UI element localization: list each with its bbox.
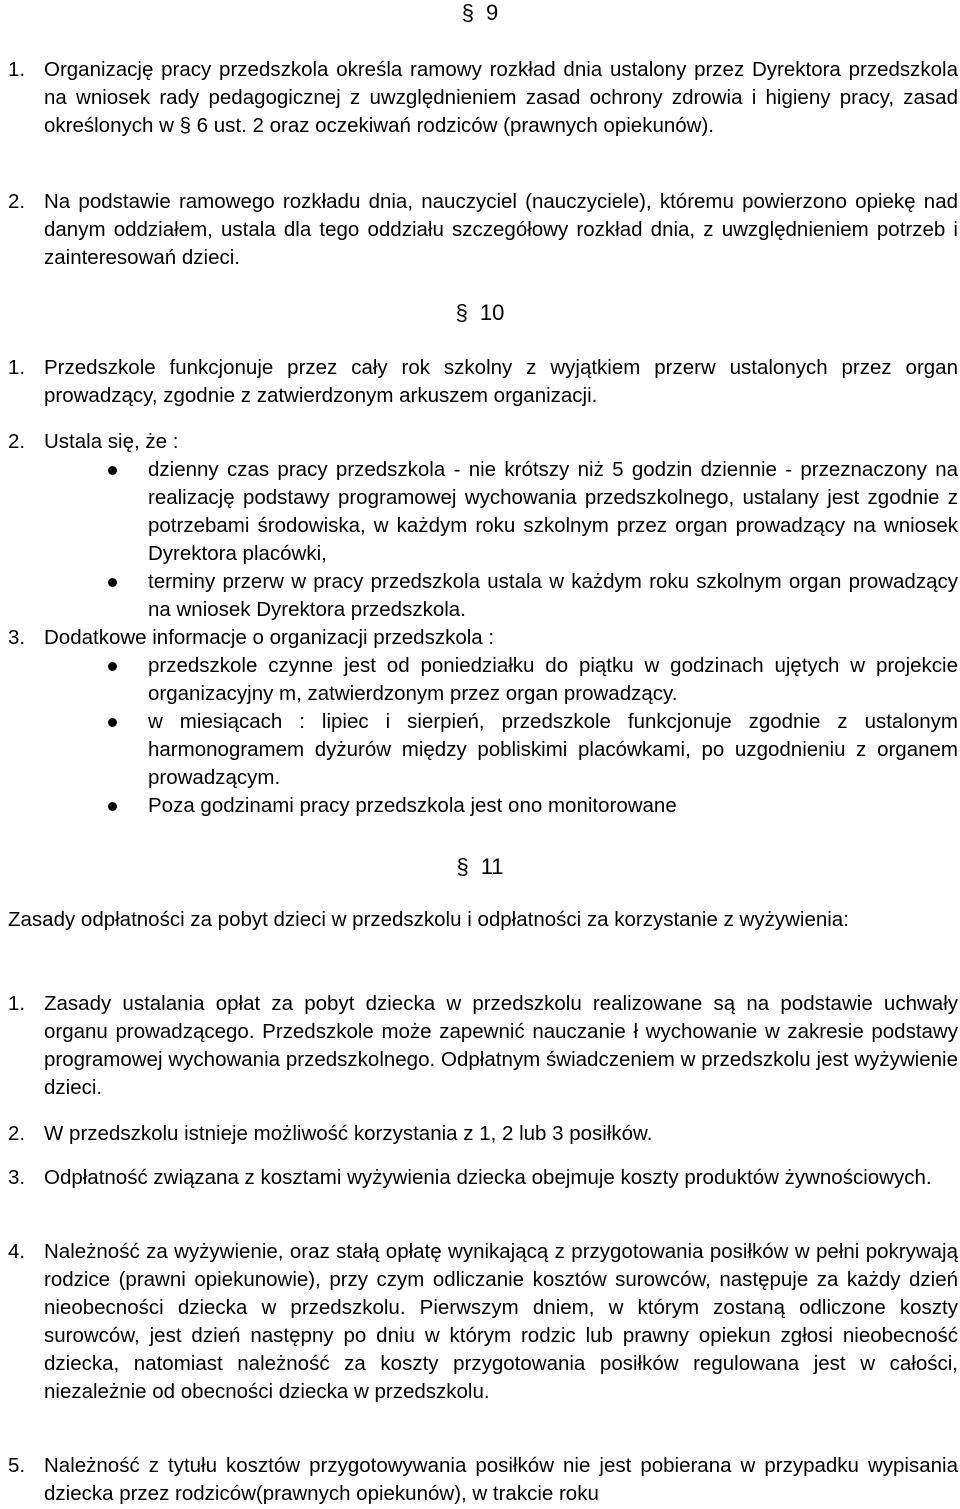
list-item <box>108 792 958 820</box>
list-item <box>108 568 958 624</box>
s11-paragraph-3 <box>8 1164 958 1192</box>
paragraph-text: Należność z tytułu kosztów przygotowywania posiłków nie jest pobierana w przypadku wypisania dziecka przez rodziców(prawnych opiekunów), w trakcie roku <box>44 1454 958 1505</box>
paragraph-number: 1. <box>8 58 26 81</box>
s10-paragraph-2 <box>8 428 958 456</box>
bullet-icon <box>108 718 117 727</box>
s11-paragraph-1 <box>8 990 958 1102</box>
paragraph-number: 2. <box>8 190 26 213</box>
paragraph-number: 5. <box>8 1454 26 1477</box>
bullet-icon <box>108 466 117 475</box>
section-sign: § <box>461 0 474 25</box>
paragraph-number: 3. <box>8 626 26 649</box>
section-number: 9 <box>486 0 499 25</box>
s10-bullet-list-3 <box>108 652 958 820</box>
s9-paragraph-2 <box>8 188 958 272</box>
paragraph-text: Na podstawie ramowego rozkładu dnia, nauczyciel (nauczyciele), któremu powierzono opiekę nad danym oddziałem, ustala dla tego oddziału szczegółowy rozkład dnia, z uwzględnieniem potrzeb i zainteresowań dzieci. <box>44 190 958 269</box>
paragraph-text: Należność za wyżywienie, oraz stałą opłatę wynikającą z przygotowania posiłków w pełni pokrywają rodzice (prawni opiekunowie), przy czym odliczanie kosztów surowców, następuje za każdy dzień nieobecności dziecka w przedszkolu. Pierwszym dniem, w którym zostaną odliczone koszty surowców, jest dzień następny po dniu w którym rodzic lub prawny opiekun zgłosi nieobecność dziecka, natomiast należność za koszty przygotowania posiłków regulowana jest w całości, niezależnie od obecności dziecka w przedszkolu. <box>44 1240 958 1403</box>
paragraph-text: Dodatkowe informacje o organizacji przedszkola : <box>44 626 495 649</box>
s11-paragraph-5 <box>8 1452 958 1508</box>
paragraph-text: W przedszkolu istnieje możliwość korzystania z 1, 2 lub 3 posiłków. <box>44 1122 653 1145</box>
s9-paragraph-1 <box>8 56 958 140</box>
section-number: 11 <box>480 854 504 879</box>
paragraph-number: 2. <box>8 1122 26 1145</box>
section-number: 10 <box>479 300 505 325</box>
paragraph-number: 3. <box>8 1166 26 1189</box>
list-item <box>108 708 958 792</box>
list-item <box>108 652 958 708</box>
list-item-text: przedszkole czynne jest od poniedziałku do piątku w godzinach ujętych w projekcie organizacyjny m, zatwierdzonym przez organ prowadzący. <box>148 654 958 705</box>
section-sign: § <box>455 300 468 325</box>
paragraph-text: Przedszkole funkcjonuje przez cały rok szkolny z wyjątkiem przerw ustalonych przez organ prowadzący, zgodnie z zatwierdzonym arkuszem organizacji. <box>44 356 958 407</box>
s10-paragraph-3 <box>8 624 958 652</box>
s11-heading-text: Zasady odpłatności za pobyt dzieci w przedszkolu i odpłatności za korzystanie z wyżywienia: <box>8 908 849 931</box>
section-10-heading <box>0 300 960 326</box>
bullet-icon <box>108 662 117 671</box>
bullet-icon <box>108 578 117 587</box>
list-item <box>108 456 958 568</box>
paragraph-number: 1. <box>8 356 26 379</box>
section-sign: § <box>456 854 469 879</box>
paragraph-number: 4. <box>8 1240 26 1263</box>
paragraph-text: Ustala się, że : <box>44 430 179 453</box>
paragraph-text: Organizację pracy przedszkola określa ramowy rozkład dnia ustalony przez Dyrektora przedszkola na wniosek rady pedagogicznej z uwzględnieniem zasad ochrony zdrowia i higieny pracy, zasad określonych w § 6 ust. 2 oraz oczekiwań rodziców (prawnych opiekunów). <box>44 58 958 137</box>
paragraph-number: 1. <box>8 992 26 1015</box>
list-item-text: w miesiącach : lipiec i sierpień, przedszkole funkcjonuje zgodnie z ustalonym harmonogramem dyżurów między pobliskimi placówkami, po uzgodnieniu z organem prowadzącym. <box>148 710 958 789</box>
list-item-text: terminy przerw w pracy przedszkola ustala w każdym roku szkolnym organ prowadzący na wniosek Dyrektora przedszkola. <box>148 570 958 621</box>
paragraph-text: Zasady ustalania opłat za pobyt dziecka w przedszkolu realizowane są na podstawie uchwały organu prowadzącego. Przedszkole może zapewnić nauczanie ł wychowanie w zakresie podstawy programowej wychowania przedszkolnego. Odpłatnym świadczeniem w przedszkolu jest wyżywienie dzieci. <box>44 992 958 1099</box>
s10-bullet-list-2 <box>108 456 958 624</box>
list-item-text: dzienny czas pracy przedszkola - nie krótszy niż 5 godzin dziennie - przeznaczony na realizację podstawy programowej wychowania przedszkolnego, ustalany jest zgodnie z potrzebami środowiska, w każdym roku szkolnym przez organ prowadzący na wniosek Dyrektora placówki, <box>148 458 958 565</box>
s11-paragraph-4 <box>8 1238 958 1406</box>
s10-paragraph-1 <box>8 354 958 410</box>
paragraph-text: Odpłatność związana z kosztami wyżywienia dziecka obejmuje koszty produktów żywnościowych. <box>44 1166 932 1189</box>
section-9-heading <box>0 0 960 26</box>
paragraph-number: 2. <box>8 430 26 453</box>
bullet-icon <box>108 802 117 811</box>
list-item-text: Poza godzinami pracy przedszkola jest ono monitorowane <box>148 794 677 817</box>
s11-paragraph-2 <box>8 1120 958 1148</box>
section-11-heading <box>0 854 960 880</box>
